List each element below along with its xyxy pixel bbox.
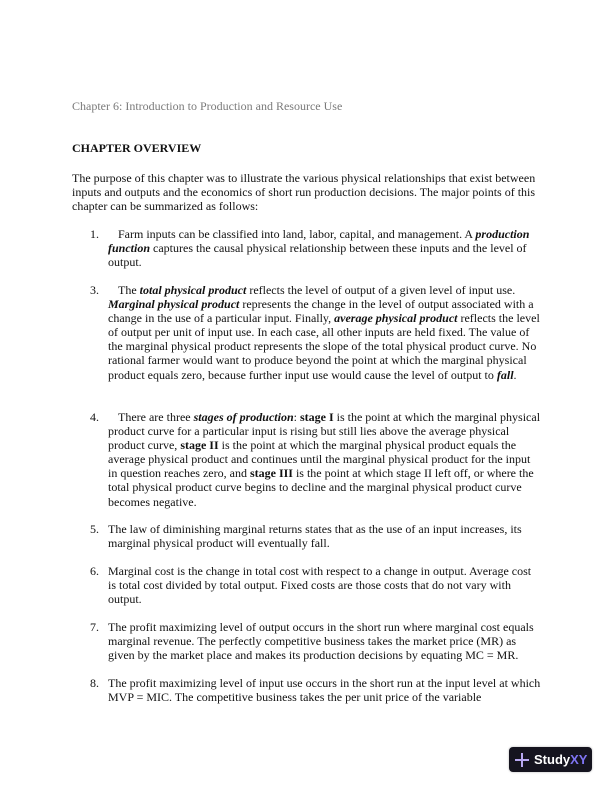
term-total-physical-product: total physical product bbox=[139, 283, 247, 297]
list-item-text bbox=[108, 410, 542, 509]
studyxy-badge[interactable] bbox=[509, 747, 592, 772]
term-stage-2: stage II bbox=[180, 438, 219, 453]
text-run: reflects the level of output of a given level of input use. bbox=[246, 283, 516, 297]
text-run: There are three bbox=[118, 410, 194, 424]
section-heading: CHAPTER OVERVIEW bbox=[72, 141, 202, 155]
list-item-text bbox=[108, 283, 542, 382]
term-stages-of-production: stages of production bbox=[193, 410, 294, 424]
list-item bbox=[90, 283, 542, 382]
term-fall: fall bbox=[496, 367, 514, 382]
term-marginal-physical-product: Marginal physical product bbox=[108, 297, 240, 312]
list-item bbox=[90, 620, 542, 662]
text-run: : bbox=[293, 410, 300, 424]
chapter-title: Chapter 6: Introduction to Production and Resource Use bbox=[72, 99, 343, 113]
text-run: represents the change in the level of output associated with a change in the use of a particular input. Finally, bbox=[108, 297, 534, 326]
text-run: is the point at which the marginal physical product curve for a particular input is rising but still lies above the average physical product curve, bbox=[108, 410, 541, 453]
term-stage-3: stage III bbox=[249, 466, 293, 481]
text-run: . bbox=[513, 367, 517, 382]
list-number: 4. bbox=[90, 410, 99, 424]
list-item bbox=[90, 410, 542, 509]
text-run: captures the causal physical relationship between these inputs and the level of output. bbox=[108, 241, 527, 270]
list-item-text: Marginal cost is the change in total cost with respect to a change in output. Average cost is total cost divided by total output. Fixed costs are those costs that do not vary with output. bbox=[108, 564, 532, 607]
list-item-text bbox=[108, 227, 542, 269]
term-production-function: production function bbox=[108, 227, 530, 256]
list-item bbox=[90, 522, 542, 550]
list-item bbox=[90, 227, 542, 269]
list-number: 8. bbox=[90, 676, 99, 690]
list-number: 6. bbox=[90, 564, 99, 578]
plus-icon bbox=[515, 753, 529, 767]
term-average-physical-product: average physical product bbox=[334, 311, 458, 326]
intro-paragraph: The purpose of this chapter was to illustrate the various physical relationships that exist between inputs and outputs and the economics of short run production decisions. The major points of this chapter can be summarized as follows: bbox=[72, 171, 536, 214]
text-run: reflects the level of output per unit of input use. In each case, all other inputs are held fixed. The value of the marginal physical product represents the slope of the total physical product curve. No rational farmer would want to produce beyond the point at which the marginal physical product equals zero, because further input use would cause the level of output to bbox=[108, 311, 540, 382]
list-item-text: The profit maximizing level of input use occurs in the short run at the input level at which MVP = MIC. The competitive business takes the per unit price of the variable bbox=[108, 676, 541, 705]
term-stage-1: stage I bbox=[299, 410, 334, 424]
text-run: is the point at which stage II left off, or where the total physical product curve begins to decline and the marginal physical product curve becomes negative. bbox=[108, 466, 534, 509]
list-item bbox=[90, 564, 542, 606]
list-item-text: The law of diminishing marginal returns states that as the use of an input increases, its marginal physical product will eventually fall. bbox=[108, 522, 522, 551]
list-number: 3. bbox=[90, 283, 99, 297]
text-run: The bbox=[118, 283, 140, 297]
list-number: 1. bbox=[90, 227, 99, 241]
list-item-text: The profit maximizing level of output occurs in the short run where marginal cost equals marginal revenue. The perfectly competitive business takes the market price (MR) as given by the market place and makes its production decisions by equating MC = MR. bbox=[108, 620, 534, 663]
list-number: 5. bbox=[90, 522, 99, 536]
badge-label-study: Study bbox=[534, 752, 571, 767]
text-run: Farm inputs can be classified into land, labor, capital, and management. A bbox=[118, 227, 476, 241]
text-run: is the point at which the marginal physical product equals the average physical product and continues until the marginal physical product for the input in question reaches zero, and bbox=[108, 438, 531, 481]
badge-label-xy: XY bbox=[570, 752, 588, 767]
list-number: 7. bbox=[90, 620, 99, 634]
list-item bbox=[90, 676, 542, 704]
